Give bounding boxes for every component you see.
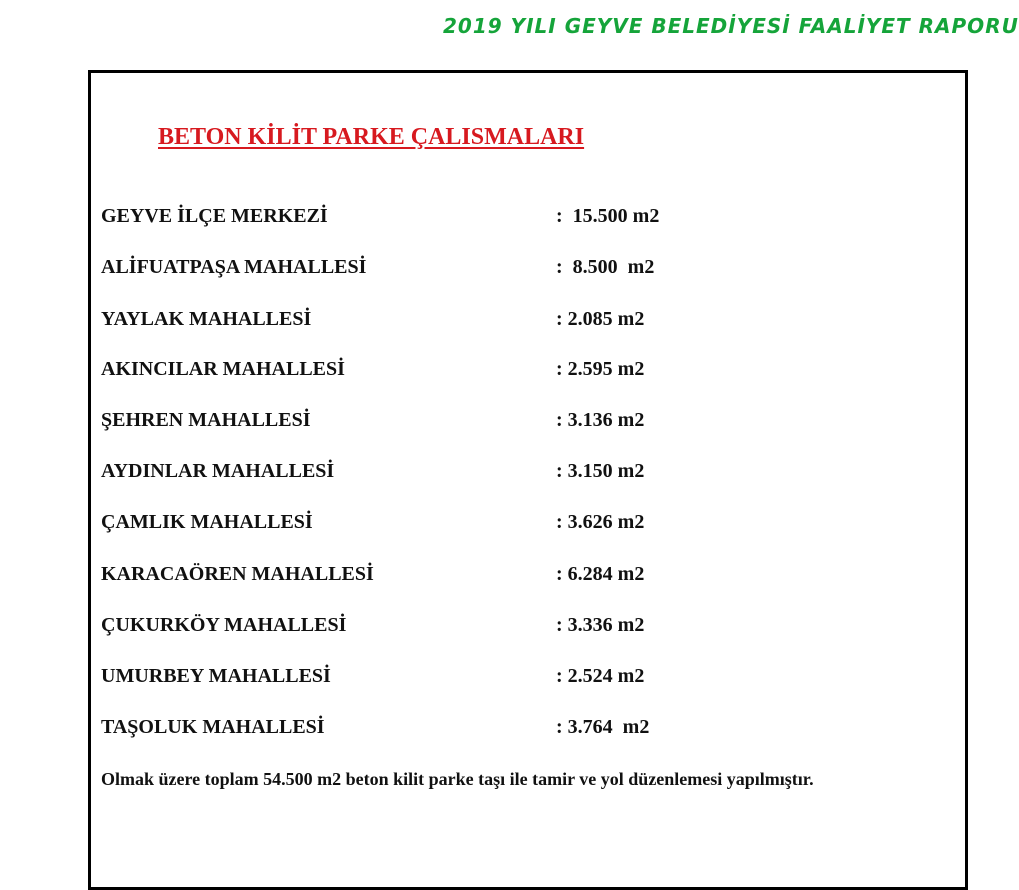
area-value: : 2.085 m2 <box>556 308 645 330</box>
list-item <box>0 256 950 286</box>
district-name: UMURBEY MAHALLESİ <box>101 665 331 687</box>
district-name: AKINCILAR MAHALLESİ <box>101 358 345 380</box>
list-item <box>0 358 950 388</box>
list-item <box>0 409 950 439</box>
area-value: : 3.764 m2 <box>556 716 650 738</box>
list-item <box>0 614 950 644</box>
list-item <box>0 511 950 541</box>
area-value: : 15.500 m2 <box>556 205 660 227</box>
area-value: : 6.284 m2 <box>556 563 645 585</box>
area-value: : 2.595 m2 <box>556 358 645 380</box>
district-name: GEYVE İLÇE MERKEZİ <box>101 205 328 227</box>
district-name: ALİFUATPAŞA MAHALLESİ <box>101 256 367 278</box>
section-title: BETON KİLİT PARKE ÇALISMALARI <box>158 124 585 150</box>
area-value: : 3.336 m2 <box>556 614 645 636</box>
district-name: ŞEHREN MAHALLESİ <box>101 409 311 431</box>
area-value: : 3.626 m2 <box>556 511 645 533</box>
list-item <box>0 205 950 235</box>
area-value: : 2.524 m2 <box>556 665 645 687</box>
district-name: ÇUKURKÖY MAHALLESİ <box>101 614 347 636</box>
list-item <box>0 563 950 593</box>
area-value: : 3.150 m2 <box>556 460 645 482</box>
area-value: : 3.136 m2 <box>556 409 645 431</box>
district-name: KARACAÖREN MAHALLESİ <box>101 563 374 585</box>
district-name: AYDINLAR MAHALLESİ <box>101 460 335 482</box>
list-item <box>0 665 950 695</box>
district-name: TAŞOLUK MAHALLESİ <box>101 716 325 738</box>
area-value: : 8.500 m2 <box>556 256 655 278</box>
list-item <box>0 716 950 746</box>
list-item <box>0 308 950 338</box>
list-item <box>0 460 950 490</box>
district-name: YAYLAK MAHALLESİ <box>101 308 312 330</box>
summary-text: Olmak üzere toplam 54.500 m2 beton kilit parke taşı ile tamir ve yol düzenlemesi yapılmıştır. <box>101 769 814 789</box>
district-name: ÇAMLIK MAHALLESİ <box>101 511 313 533</box>
report-header-title: 2019 YILI GEYVE BELEDİYESİ FAALİYET RAPORU <box>443 14 1019 38</box>
